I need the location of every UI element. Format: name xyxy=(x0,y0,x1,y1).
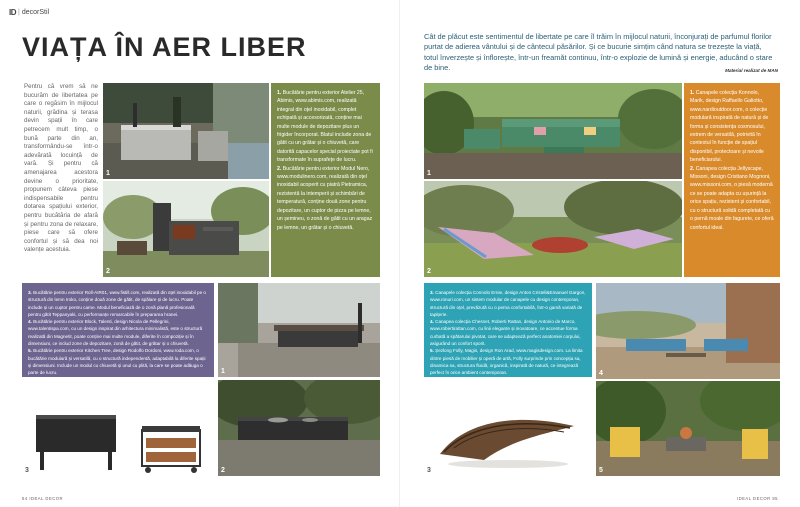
photo-number: 2 xyxy=(106,268,110,275)
photo-talenti-kitchen-image xyxy=(218,283,380,377)
photo-modulinero-kitchen xyxy=(103,181,269,277)
caption-number: 3. xyxy=(28,290,32,295)
caption-text: Șezlong Folly, Magis, design Ron Arad, www.magisdesign.com. La limita dintre piesă de mobilier și operă de artă, Folly surprinde prin concepția sa, dinamica sa, structura fluidă, organică, inspirată de natură, ce integrează perfect în orice ambient contemporan. xyxy=(430,348,583,376)
photo-number: 1 xyxy=(106,170,110,177)
photo-number: 3 xyxy=(25,467,29,474)
photo-garden-chairs-image xyxy=(596,381,780,476)
photo-number: 5 xyxy=(599,467,603,474)
caption-number: 5. xyxy=(430,348,434,354)
photo-roda-kitchen-image xyxy=(218,380,380,476)
caption-text: Bucătărie pentru exterior Block, Talenti, design Nicola de Pellegrini, www.talentispa.com, cu un design inspirat din arhitectura minimalistă, este o structură realizată din Magnetit, poate conține mai multe module, diferite în compoziție și în dimensiuni, ce includ zone de depozitare, zonă de gătit, de grătar și o chiuvetă. xyxy=(28,319,203,347)
photo-abimis-kitchen xyxy=(103,83,269,179)
photo-roda-kitchen xyxy=(218,380,380,476)
caption-number: 1. xyxy=(690,90,695,96)
photo-abimis-kitchen-image xyxy=(103,83,269,179)
caption-number: 5. xyxy=(28,348,32,354)
photo-folly-lounger xyxy=(424,382,592,476)
caption-text: Canapele colecția Connolo Ernie, design Anton Cristell&Emanuel Gargon, www.ronuri.com, un sistem modular de canapele cu design contemporan, structură din oțel, prevăzută cu o perna confortabilă, într-o gamă variată de tapițerie. xyxy=(430,290,586,317)
page-footer-left: 84 IDEAL DECOR xyxy=(22,496,64,501)
caption-text: Bucătărie pentru exterior Roll-AIR01, www.fistill.com, realizată din oțel inoxidabil pe o structură din lemn Iroko, conține două zone de gătit, de spălare și de lucru. Poate include și un cuptor pentru carne. Modul beneficiază de o zonă plană profesională pentru gătit Teppanyaki, cu performanțe remarcabile în prepararea hranei. xyxy=(28,290,206,317)
section-tag-id: ID xyxy=(9,8,16,17)
caption-box-kitchens-1-2 xyxy=(271,83,380,277)
photo-missoni-loungers-image xyxy=(424,181,682,277)
photo-chesnet-terrace-image xyxy=(596,283,780,379)
photo-number: 2 xyxy=(427,268,431,275)
photo-folly-lounger-image xyxy=(424,382,592,476)
photo-roll-kitchen-image xyxy=(22,382,214,476)
section-tag-label: decorStil xyxy=(21,9,50,16)
caption-box-kitchens-3-5 xyxy=(22,283,214,377)
caption-number: 4. xyxy=(430,319,434,325)
section-tag-divider: | xyxy=(18,9,20,16)
photo-garden-chairs xyxy=(596,381,780,476)
caption-box-sofas-1-2 xyxy=(684,83,780,277)
photo-number: 2 xyxy=(221,467,225,474)
caption-text: Bucătărie pentru exterior Kitchen Tree, design Rodolfo Dordoni, www.roda.com, o bucătărie modulară și versatilă, cu o structură independentă, adaptabilă la diferite spații și dimensiuni. Include un modul cu chiuvetă și unul cu plită, la care se poate adăuga o parte de lucru. xyxy=(28,348,206,376)
caption-box-sofas-3-5 xyxy=(424,283,592,377)
caption-text: Canapea colecția Chesnet, Roberti Rattan, design Antonio de Marco, www.robertirattan.com, cu linii elegante și inovatoare, ce accentue forma curbată a spătarului pivotat, care se adaptează perfect anatomiei corpului, asigurând un confort sporit. xyxy=(430,319,581,347)
photo-number: 1 xyxy=(221,368,225,375)
author-credit: Material realizat de MAN xyxy=(725,68,778,73)
photo-konnolo-sofas-image xyxy=(424,83,682,179)
photo-chesnet-terrace xyxy=(596,283,780,379)
caption-number: 2. xyxy=(277,165,282,172)
section-tag xyxy=(9,8,49,17)
caption-number: 3. xyxy=(430,290,434,295)
photo-missoni-loungers xyxy=(424,181,682,277)
page-footer-right: IDEAL DECOR 85 xyxy=(736,496,778,501)
caption-text: Canapele colecția Konnolo, Marik, design Raffaello Galiotto, www.nardioutdoor.com, o colecție modulară inspirată de natură și de forma și consistența cosmosului, extrem de versatilă, potrivită în contextul în funcție de spațiul disponibil, protectoare și nevoile beneficiarului. xyxy=(690,90,769,164)
intro-paragraph: Pentru că vrem să ne bucurăm de libertatea pe care o regăsim în mijlocul naturii, grădina și terasa devin spații în care petrecem mult timp, o bună parte din an, transformându-se într-o adevărată locuință de vară. Și pentru că amenajarea acestora devine o prioritate, propunem câteva piese indispensabile pentru dotarea spațiului exterior, pentru bucătăria de afară și pentru zona de relaxare, piese care să ofere confortul și să dea noi valențe acestuia. xyxy=(24,83,98,254)
intro-quote: Cât de plăcut este sentimentul de libertate pe care îl trăim în mijlocul naturii, înconjurați de parfumul florilor purtat de adierea vântului și de cântecul păsărilor. Și ce bucurie simțim când natura se trezește la viață, totul înverzește și înflorește, într-un freamăt continuu, într-o explozie de lumină și energie, aducând o stare de bine. xyxy=(424,32,773,72)
caption-number: 2. xyxy=(690,165,695,172)
photo-number: 1 xyxy=(427,170,431,177)
page-title: VIAȚA ÎN AER LIBER xyxy=(22,32,307,62)
photo-roll-kitchen xyxy=(22,382,214,476)
photo-konnolo-sofas xyxy=(424,83,682,179)
caption-number: 4. xyxy=(28,319,32,325)
caption-text: Bucătărie pentru exterior Modul Nero, www.modulinero.com, realizată din oțel inoxidabil acoperit cu piatră Pietramica, rezistentă la intemperii și schimbări de temperatură, conține două zone pentru depozitare, un cuptor de pizza pe lemne, un șemineu, o zonă de gătit cu un aragaz pe lemne, un grătar și o chiuvetă. xyxy=(277,165,373,231)
caption-text: Bucătărie pentru exterior Atelier 25, Abimis, www.abimis.com, realizată integral din oțel inoxidabil, complet echipată și accesorizată, conține mai multe module de depozitare plus un frigider încorporat. Blatul include zona de gătit cu un grătar și o chiuvetă, care datorită capacelor special proiectate pot fi transformate în suprafețe de lucru. xyxy=(277,90,373,164)
photo-talenti-kitchen xyxy=(218,283,380,377)
photo-number: 4 xyxy=(599,370,603,377)
photo-modulinero-kitchen-image xyxy=(103,181,269,277)
photo-number: 3 xyxy=(427,467,431,474)
caption-text: Canapea colecția Jellyscape, Missoni, design Cristiano Mognoni, www.missoni.com, o piesă modernă ce se poate adapta cu ușurință la orice spațiu, rezistent și confortabil, cu o structură solidă completată cu o pernă moale din fagurete, ce oferă confortul ideal. xyxy=(690,165,774,231)
caption-number: 1. xyxy=(277,90,282,96)
